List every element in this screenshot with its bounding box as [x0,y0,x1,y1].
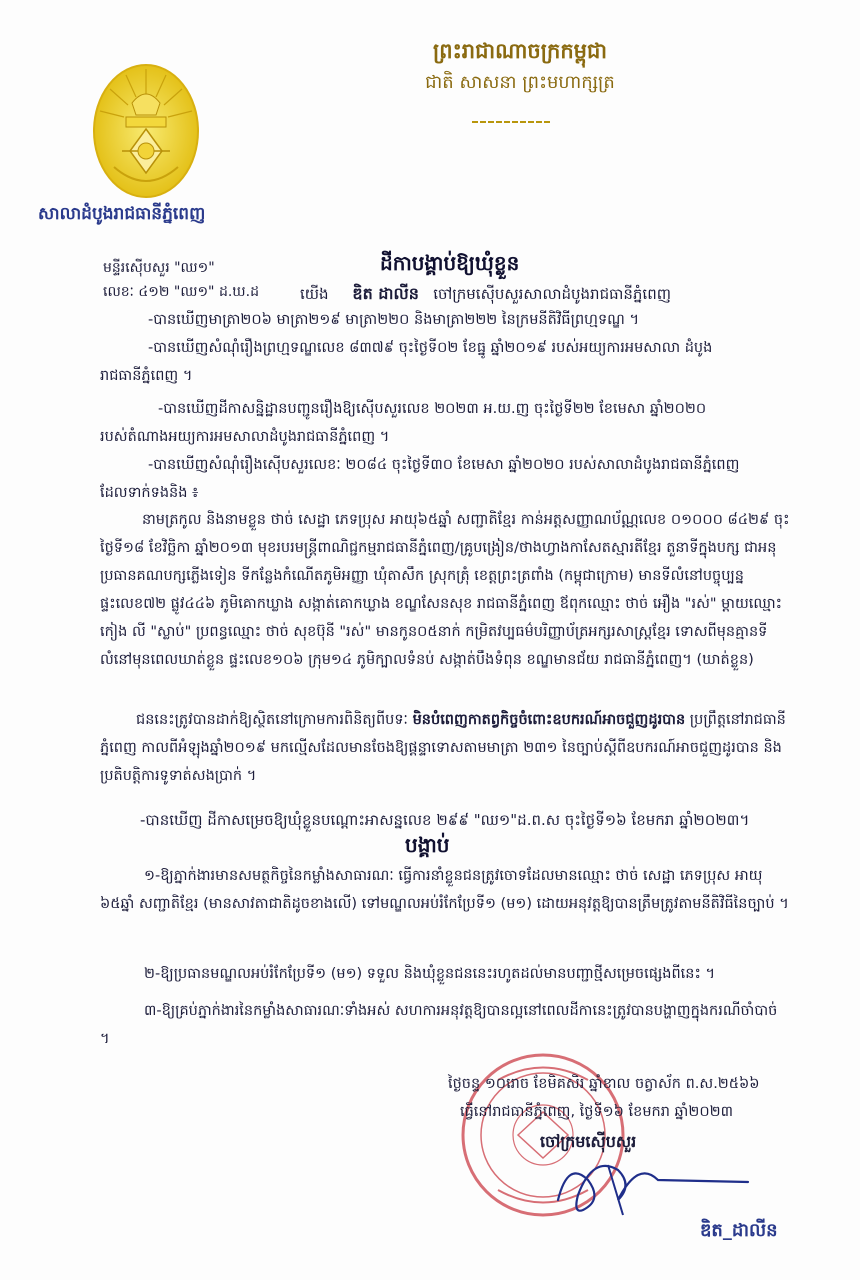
issue-place-date: ធ្វើនៅរាជធានីភ្នំពេញ, ថ្ងៃទី១៦ ខែមករា ឆ្នាំ២០២៣ [460,1104,733,1120]
issuer-line [300,283,671,307]
court-name: សាលាដំបូងរាជធានីភ្នំពេញ [38,204,206,224]
charge-suffix: ប្រព្រឹត្តនៅរាជធានីភ្នំពេញ កាលពីអំឡុងឆ្នាំ២០១៩ មកល្មើសដែលមានចែងឱ្យផ្ដន្ទាទោសតាមមាត្រា ២៣១ នៃច្បាប់ស្ដីពីឧបករណ៍អាចជួញដូរបាន និងប្រតិបត្តិការទូទាត់សងប្រាក់ ។ [100,712,786,784]
court-emblem-icon [86,55,206,205]
national-motto: ជាតិ សាសនា ព្រះមហាក្សត្រ [425,72,615,93]
signature-icon [548,1140,758,1230]
signatory-title: ចៅក្រមស៊ើបសួរ [540,1132,637,1151]
charge-prefix: ជននេះត្រូវបានដាក់ឱ្យស្ថិតនៅក្រោមការពិនិត្យពីបទៈ [136,712,408,728]
we-prefix: យើង [300,285,329,303]
consideration-1: -បានឃើញមាត្រា២០៦ មាត្រា២១៩ មាត្រា២២០ និងមាត្រា២២២ នៃក្រមនីតិវិធីព្រហ្មទណ្ឌ ។ [148,312,640,328]
order-1: ១-ឱ្យភ្នាក់ងារមានសមត្ថកិច្ចនៃកម្លាំងសាធារណៈ ធ្វើការនាំខ្លួនជនត្រូវចោទដែលមានឈ្មោះ ថាច់ សេដ្ឋា ភេទប្រុស អាយុ ៦៥ឆ្នាំ សញ្ជាតិខ្មែរ (មានសាវតាជាតិដូចខាងលើ) ទៅមណ្ឌលអប់រំកែប្រែទី១ (ម១) ដោយអនុវត្តឱ្យបានត្រឹមត្រូវតាមនីតិវិធីនៃច្បាប់ ។ [100,868,789,912]
charge-paragraph [100,706,790,790]
issuer-position: ចៅក្រមស៊ើបសួរសាលាដំបូងរាជធានីភ្នំពេញ [433,285,671,303]
consideration-4-cont: ដែលទាក់ទងនិង ៖ [100,485,199,501]
issuer-judge-name: ឌិត ដាលីន [352,284,419,303]
order-3: ៣-ឱ្យគ្រប់ភ្នាក់ងារនៃកម្លាំងសាធារណៈទាំងអស់ សហការអនុវត្តឱ្យបានល្អនៅពេលដីកានេះត្រូវបានបង្ហាញក្នុងករណីចាំបាច់ ។ [100,1003,778,1047]
order-heading: បង្គាប់ [405,833,450,857]
kingdom-heading: ព្រះរាជាណាចក្រកម្ពុជា [432,39,607,63]
accused-details: នាមត្រកូល និងនាមខ្លួន ថាច់ សេដ្ឋា ភេទប្រុស អាយុ៦៥ឆ្នាំ សញ្ជាតិខ្មែរ កាន់អត្តសញ្ញាណប័ណ្ណលេខ ០១០០០ ៨៤២៩ ចុះថ្ងៃទី១៨ ខែវិច្ឆិកា ឆ្នាំ២០១៣ មុខរបរមន្ត្រីពាណិជ្ជកម្មរាជធានីភ្នំពេញ/គ្រូបង្រៀន/ថាងហ្វាងកាសែតស្មារតីខ្មែរ តួនាទីក្នុងបក្ស ជាអនុប្រធានគណបក្សភ្លើងទៀន ទីកន្លែងកំណើតភូមិអញ្ញា ឃុំតាសឹក ស្រុកត្រុំ ខេត្តព្រះត្រពាំង (កម្ពុជាក្រោម) មានទីលំនៅបច្ចុប្បន្នផ្ទះលេខ៧២ ផ្លូវ៤៤៦ ភូមិគោកឃ្លាង សង្កាត់គោកឃ្លាង ខណ្ឌសែនសុខ រាជធានីភ្នំពេញ ឪពុកឈ្មោះ ថាច់ អឿង "រស់" ម្ដាយឈ្មោះ កៀង លី "ស្លាប់" ប្រពន្ធឈ្មោះ ថាច់ សុខប៊ុនី "រស់" មានកូន០៥នាក់ កម្រិតវប្បធម៌បរិញ្ញាប័ត្រអក្សរសាស្ត្រខ្មែរ ទោសពីមុនគ្មានទីលំនៅមុនពេលឃាត់ខ្លួន ផ្ទះលេខ១០៦ ក្រុម១៤ ភូមិក្បាលទំនប់ សង្កាត់បឹងទំពុន ខណ្ឌមានជ័យ រាជធានីភ្នំពេញ។ (ឃាត់ខ្លួន) [100,512,790,668]
ornament-divider-icon [472,118,552,126]
department-label: មន្ទីរស៊ើបសួរ "ឈ១" [103,260,215,276]
lunar-date: ថ្ងៃចន្ទ ១០រោច ខែមិគសិរ ឆ្នាំខាល ចត្វាស័ក ព.ស.២៥៦៦ [448,1076,760,1092]
document-title: ដីកាបង្គាប់ឱ្យឃុំខ្លួន [380,251,520,275]
signatory-name: ឌិត_ដាលីន [700,1220,778,1241]
consideration-2: -បានឃើញសំណុំរឿងព្រហ្មទណ្ឌលេខ ៨៣៧៩ ចុះថ្ងៃទី០២ ខែធ្នូ ឆ្នាំ២០១៩ របស់អយ្យការអមសាលា ដំបូង [148,340,713,356]
consideration-3-cont: របស់តំណាងអយ្យការអមសាលាដំបូងរាជធានីភ្នំពេញ ។ [100,429,390,445]
order-2: ២-ឱ្យប្រធានមណ្ឌលអប់រំកែប្រែទី១ (ម១) ទទួល និងឃុំខ្លួនជននេះរហូតដល់មានបញ្ជាថ្មីសម្រេចផ្សេងពីនេះ ។ [144,966,716,982]
detention-decision: -បានឃើញ ដីកាសម្រេចឱ្យឃុំខ្លួនបណ្ដោះអាសន្នលេខ ២៩៩ "ឈ១"ដ.ព.ស ចុះថ្ងៃទី១៦ ខែមករា ឆ្នាំ២០២៣។ [140,811,750,829]
consideration-4: -បានឃើញសំណុំរឿងស៊ើបសួរលេខៈ ២០៨៤ ចុះថ្ងៃទី៣០ ខែមេសា ឆ្នាំ២០២០ របស់សាលាដំបូងរាជធានីភ្នំពេញ [148,457,740,473]
reference-number: លេខៈ ៤១២ "ឈ១" ដ.ឃ.ដ [103,284,259,300]
consideration-2-cont: រាជធានីភ្នំពេញ ។ [100,368,193,384]
consideration-3: -បានឃើញដីកាសន្និដ្ឋានបញ្ជូនរឿងឱ្យស៊ើបសួរលេខ ២០២៣ អ.យ.ញ ចុះថ្ងៃទី២២ ខែមេសា ឆ្នាំ២០២០ [158,401,707,417]
charge-offense: មិនបំពេញកាតព្វកិច្ចចំពោះឧបករណ៍អាចជួញដូរបាន [412,712,686,728]
